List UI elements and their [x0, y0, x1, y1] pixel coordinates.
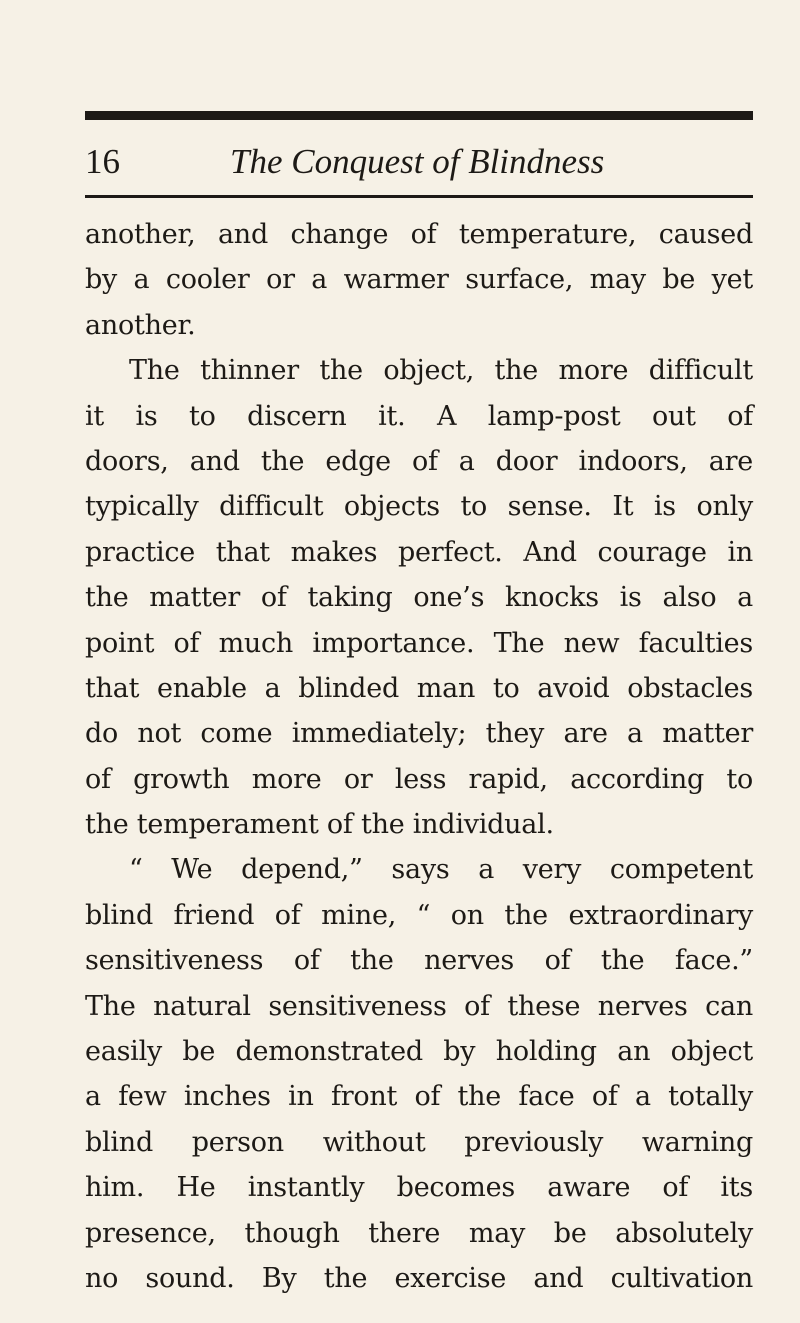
text-line: presence, though there may be absolutely	[85, 1217, 753, 1249]
page-header	[85, 138, 753, 186]
text-line: sensitiveness of the nerves of the face.”	[85, 945, 753, 977]
running-title: The Conquest of Blindness	[230, 142, 605, 181]
text-line: him. He instantly becomes aware of its	[85, 1172, 753, 1204]
text-line: do not come immediately; they are a matter	[85, 718, 753, 750]
body-text	[85, 212, 753, 1301]
text-line: typically difficult objects to sense. It is only	[85, 491, 753, 523]
text-line: The natural sensitiveness of these nerves can	[85, 990, 753, 1022]
text-line: blind friend of mine, “ on the extraordinary	[85, 899, 753, 931]
text-line: that enable a blinded man to avoid obstacles	[85, 672, 753, 704]
header-top-rule	[85, 111, 753, 120]
text-line: blind person without previously warning	[85, 1126, 753, 1158]
text-line: doors, and the edge of a door indoors, are	[85, 445, 753, 477]
text-line: another.	[85, 309, 196, 341]
page-number: 16	[85, 142, 120, 181]
text-line: practice that makes perfect. And courage in	[85, 536, 753, 568]
text-line: The thinner the object, the more difficult	[129, 355, 753, 387]
text-line: easily be demonstrated by holding an object	[85, 1036, 753, 1068]
text-line: the matter of taking one’s knocks is also a	[85, 582, 753, 614]
text-line: “ We depend,” says a very competent	[129, 854, 753, 886]
header-bottom-rule	[85, 195, 753, 198]
text-line: by a cooler or a warmer surface, may be yet	[85, 264, 753, 296]
text-line: point of much importance. The new faculties	[85, 627, 753, 659]
text-line: of growth more or less rapid, according to	[85, 763, 753, 795]
text-line: a few inches in front of the face of a totally	[85, 1081, 753, 1113]
text-line: no sound. By the exercise and cultivation	[85, 1262, 753, 1294]
text-line: the temperament of the individual.	[85, 809, 554, 841]
text-line: it is to discern it. A lamp-post out of	[85, 400, 753, 432]
text-line: another, and change of temperature, caused	[85, 219, 753, 250]
